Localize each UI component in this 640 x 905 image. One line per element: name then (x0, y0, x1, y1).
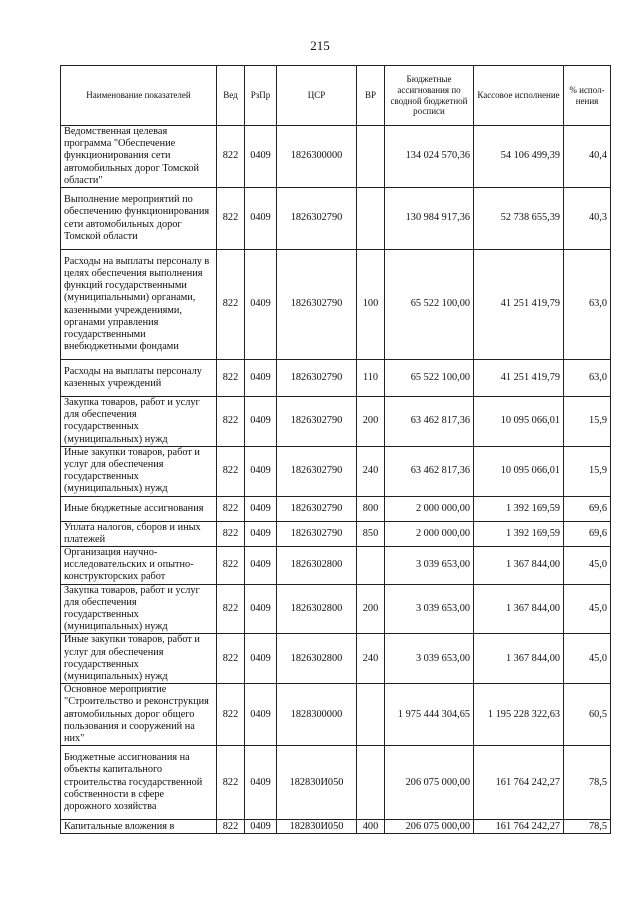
row-csr: 1826302790 (277, 397, 357, 447)
row-vr (357, 188, 385, 250)
table-row (61, 250, 611, 360)
row-cash: 52 738 655,39 (474, 188, 564, 250)
row-ved: 822 (217, 684, 245, 746)
row-budget: 3 039 653,00 (385, 634, 474, 684)
row-budget: 2 000 000,00 (385, 496, 474, 521)
row-name: Иные бюджетные ассигнования (61, 496, 217, 521)
page-number: 215 (310, 38, 330, 53)
row-cash: 1 367 844,00 (474, 547, 564, 585)
row-rzpr: 0409 (245, 360, 277, 397)
row-budget: 65 522 100,00 (385, 360, 474, 397)
budget-execution-table (60, 65, 611, 834)
table-row (61, 746, 611, 820)
row-csr: 1826300000 (277, 126, 357, 188)
header-cash: Кассовое исполнение (474, 66, 564, 126)
row-name: Капитальные вложения в (61, 820, 217, 834)
row-rzpr: 0409 (245, 397, 277, 447)
table-header-row (61, 66, 611, 126)
row-ved: 822 (217, 820, 245, 834)
header-name: Наименование показателей (61, 66, 217, 126)
row-percent: 78,5 (564, 820, 611, 834)
row-cash: 10 095 066,01 (474, 446, 564, 496)
row-budget: 63 462 817,36 (385, 446, 474, 496)
row-name: Иные закупки товаров, работ и услуг для обеспечения государственных (муниципальных) нужд (61, 446, 217, 496)
row-vr (357, 126, 385, 188)
row-name: Ведомственная целевая программа "Обеспечение функционирования сети автомобильных дорог Томской области" (61, 126, 217, 188)
row-name: Организация научно-исследовательских и опытно-конструкторских работ (61, 547, 217, 585)
row-ved: 822 (217, 360, 245, 397)
row-vr: 240 (357, 634, 385, 684)
row-csr: 1826302800 (277, 634, 357, 684)
row-percent: 60,5 (564, 684, 611, 746)
row-budget: 2 000 000,00 (385, 521, 474, 546)
row-budget: 130 984 917,36 (385, 188, 474, 250)
row-rzpr: 0409 (245, 126, 277, 188)
row-percent: 63,0 (564, 360, 611, 397)
row-vr (357, 684, 385, 746)
row-vr: 240 (357, 446, 385, 496)
row-rzpr: 0409 (245, 820, 277, 834)
header-vr: ВР (357, 66, 385, 126)
row-vr: 800 (357, 496, 385, 521)
row-budget: 206 075 000,00 (385, 746, 474, 820)
row-rzpr: 0409 (245, 521, 277, 546)
table-row (61, 360, 611, 397)
row-cash: 1 367 844,00 (474, 584, 564, 634)
row-rzpr: 0409 (245, 746, 277, 820)
table-row (61, 397, 611, 447)
row-ved: 822 (217, 746, 245, 820)
row-percent: 45,0 (564, 547, 611, 585)
row-budget: 206 075 000,00 (385, 820, 474, 834)
row-csr: 182830И050 (277, 746, 357, 820)
row-name: Бюджетные ассигнования на объекты капитального строительства государственной собственности в сфере дорожного хозяйства (61, 746, 217, 820)
header-csr: ЦСР (277, 66, 357, 126)
row-csr: 1826302790 (277, 496, 357, 521)
table-row (61, 521, 611, 546)
row-csr: 1826302800 (277, 584, 357, 634)
row-cash: 54 106 499,39 (474, 126, 564, 188)
row-ved: 822 (217, 126, 245, 188)
row-percent: 40,3 (564, 188, 611, 250)
row-csr: 1826302790 (277, 446, 357, 496)
row-percent: 78,5 (564, 746, 611, 820)
row-vr: 200 (357, 397, 385, 447)
row-ved: 822 (217, 397, 245, 447)
row-percent: 15,9 (564, 446, 611, 496)
row-percent: 69,6 (564, 496, 611, 521)
row-csr: 1826302790 (277, 188, 357, 250)
row-name: Расходы на выплаты персоналу казенных учреждений (61, 360, 217, 397)
table-row (61, 126, 611, 188)
row-budget: 134 024 570,36 (385, 126, 474, 188)
row-name: Закупка товаров, работ и услуг для обеспечения государственных (муниципальных) нужд (61, 584, 217, 634)
row-rzpr: 0409 (245, 684, 277, 746)
table-row (61, 634, 611, 684)
row-vr: 100 (357, 250, 385, 360)
row-percent: 45,0 (564, 634, 611, 684)
row-budget: 3 039 653,00 (385, 584, 474, 634)
row-ved: 822 (217, 250, 245, 360)
row-vr: 850 (357, 521, 385, 546)
row-rzpr: 0409 (245, 446, 277, 496)
row-ved: 822 (217, 496, 245, 521)
row-rzpr: 0409 (245, 547, 277, 585)
row-cash: 41 251 419,79 (474, 360, 564, 397)
row-cash: 161 764 242,27 (474, 746, 564, 820)
row-cash: 41 251 419,79 (474, 250, 564, 360)
row-ved: 822 (217, 188, 245, 250)
row-ved: 822 (217, 446, 245, 496)
row-name: Выполнение мероприятий по обеспечению функционирования сети автомобильных дорог Томской области (61, 188, 217, 250)
row-rzpr: 0409 (245, 496, 277, 521)
row-ved: 822 (217, 634, 245, 684)
header-budget: Бюджетные ассигнования по сводной бюджетной росписи (385, 66, 474, 126)
row-rzpr: 0409 (245, 250, 277, 360)
row-csr: 1826302790 (277, 521, 357, 546)
row-percent: 45,0 (564, 584, 611, 634)
table-row (61, 820, 611, 834)
table-row (61, 188, 611, 250)
row-vr (357, 547, 385, 585)
table-row (61, 446, 611, 496)
row-csr: 182830И050 (277, 820, 357, 834)
table-row (61, 496, 611, 521)
row-csr: 1826302790 (277, 250, 357, 360)
row-ved: 822 (217, 521, 245, 546)
row-name: Закупка товаров, работ и услуг для обеспечения государственных (муниципальных) нужд (61, 397, 217, 447)
row-rzpr: 0409 (245, 188, 277, 250)
row-name: Основное мероприятие "Строительство и реконструкция автомобильных дорог общего пользования и сооружений на них" (61, 684, 217, 746)
row-cash: 161 764 242,27 (474, 820, 564, 834)
table-row (61, 547, 611, 585)
row-percent: 15,9 (564, 397, 611, 447)
row-cash: 1 392 169,59 (474, 521, 564, 546)
row-cash: 1 392 169,59 (474, 496, 564, 521)
row-csr: 1826302790 (277, 360, 357, 397)
row-cash: 10 095 066,01 (474, 397, 564, 447)
row-budget: 65 522 100,00 (385, 250, 474, 360)
row-ved: 822 (217, 547, 245, 585)
row-rzpr: 0409 (245, 634, 277, 684)
row-csr: 1828300000 (277, 684, 357, 746)
row-percent: 63,0 (564, 250, 611, 360)
row-name: Расходы на выплаты персоналу в целях обеспечения выполнения функций государственными (муниципальными) органами, казенными учреждениями, органами управления государственными внебюджетными фондами (61, 250, 217, 360)
header-rzpr: РзПр (245, 66, 277, 126)
row-vr (357, 746, 385, 820)
row-rzpr: 0409 (245, 584, 277, 634)
row-percent: 69,6 (564, 521, 611, 546)
row-budget: 3 039 653,00 (385, 547, 474, 585)
row-ved: 822 (217, 584, 245, 634)
row-name: Иные закупки товаров, работ и услуг для обеспечения государственных (муниципальных) нужд (61, 634, 217, 684)
header-ved: Вед (217, 66, 245, 126)
row-budget: 63 462 817,36 (385, 397, 474, 447)
table-row (61, 584, 611, 634)
row-cash: 1 195 228 322,63 (474, 684, 564, 746)
table-row (61, 684, 611, 746)
row-cash: 1 367 844,00 (474, 634, 564, 684)
row-vr: 400 (357, 820, 385, 834)
row-budget: 1 975 444 304,65 (385, 684, 474, 746)
row-percent: 40,4 (564, 126, 611, 188)
row-vr: 200 (357, 584, 385, 634)
header-percent: % испол-нения (564, 66, 611, 126)
row-name: Уплата налогов, сборов и иных платежей (61, 521, 217, 546)
row-vr: 110 (357, 360, 385, 397)
row-csr: 1826302800 (277, 547, 357, 585)
